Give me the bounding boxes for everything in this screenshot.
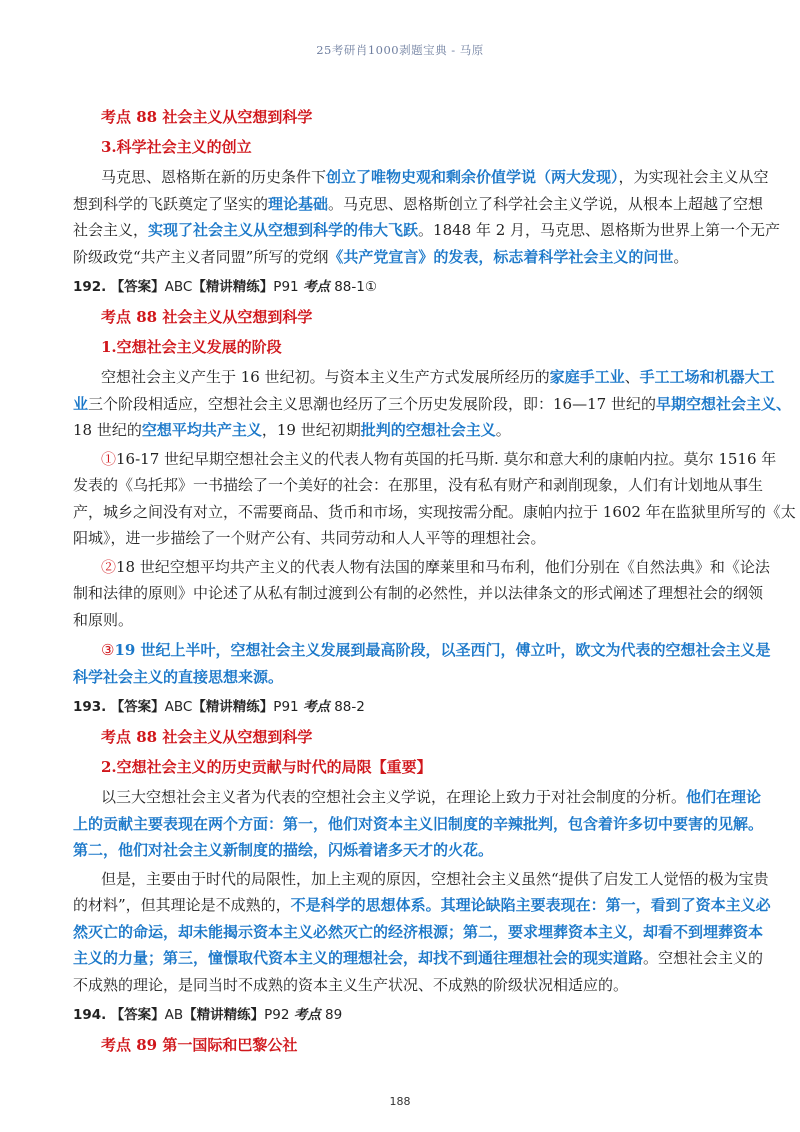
text: 三个阶段相适应，空想社会主义思潮也经历了三个历史发展阶段，即：16—17 世纪的 xyxy=(88,394,656,413)
text: 。1848 年 2 月，马克思、恩格斯为世界上第一个无产 xyxy=(418,221,781,239)
reference-label: 考点 xyxy=(302,699,330,715)
reference-point: 88-1① xyxy=(334,279,377,295)
topic-heading: 考点 88 社会主义从空想到科学 xyxy=(101,308,313,326)
answer-line xyxy=(73,274,729,300)
reference-page: P91 xyxy=(273,699,299,715)
circled-number: ③ xyxy=(101,641,115,659)
page-number: 188 xyxy=(389,1095,411,1108)
question-number: 192. xyxy=(73,279,107,295)
highlight-text: 19 世纪上半叶，空想社会主义发展到最高阶段，以圣西门，傅立叶，欧文为代表的空想社会主义是 xyxy=(114,641,771,659)
highlight-text: 家庭手工业 xyxy=(549,368,625,386)
text: 、 xyxy=(624,368,640,386)
paragraph xyxy=(73,164,781,270)
paragraph xyxy=(73,364,791,444)
highlight-text: 主义的力量；第三，憧憬取代资本主义的理想社会，却找不到通往理想社会的现实道路 xyxy=(73,949,644,967)
page-header: 25考研肖1000剥题宝典 - 马原 xyxy=(316,43,484,57)
reference-label: 考点 xyxy=(302,279,330,295)
reference-tag: 【精讲精练】 xyxy=(192,279,274,295)
circled-number: ① xyxy=(101,449,117,468)
text: ，为实现社会主义从空 xyxy=(618,168,769,186)
reference-point: 89 xyxy=(325,1007,343,1023)
topic-heading: 考点 88 社会主义从空想到科学 xyxy=(101,108,313,126)
text: 空想社会主义产生于 16 世纪初。与资本主义生产方式发展所经历的 xyxy=(101,368,550,386)
text: 发表的《乌托邦》一书描绘了一个美好的社会：在那里，没有私有财产和剥削现象，人们有计划地从事生 xyxy=(73,476,764,494)
page-content xyxy=(73,104,796,1062)
reference-page: P92 xyxy=(264,1007,290,1023)
highlight-text: 他们在理论 xyxy=(686,788,762,806)
text: 马克思、恩格斯在新的历史条件下 xyxy=(101,168,327,186)
highlight-text: 业 xyxy=(73,394,89,413)
text: 的材料”，但其理论是不成熟的， xyxy=(73,896,291,914)
question-number: 194. xyxy=(73,1007,107,1023)
section-subtitle: 3.科学社会主义的创立 xyxy=(101,138,252,156)
highlight-text: 创立了唯物史观和剩余价值学说（两大发现） xyxy=(326,168,619,186)
question-number: 193. xyxy=(73,699,107,715)
topic-heading: 考点 89 第一国际和巴黎公社 xyxy=(101,1036,298,1054)
paragraph xyxy=(73,784,764,864)
reference-label: 考点 xyxy=(293,1007,321,1023)
answer-line xyxy=(73,1002,729,1028)
reference-tag: 【精讲精练】 xyxy=(192,699,274,715)
answer-value: ABC xyxy=(164,279,193,295)
highlight-text: 然灭亡的命运，却未能揭示资本主义必然灭亡的经济根源；第二，要求埋葬资本主义，却看不到埋葬资本 xyxy=(73,922,764,941)
paragraph xyxy=(73,637,771,690)
text: 。 xyxy=(673,247,689,266)
paragraph xyxy=(73,554,770,634)
answer-value: ABC xyxy=(164,699,193,715)
circled-number: ② xyxy=(101,557,117,576)
topic-heading: 考点 88 社会主义从空想到科学 xyxy=(101,728,313,746)
text: 和原则。 xyxy=(73,610,134,629)
text: 制和法律的原则》中论述了从私有制过渡到公有制的必然性，并以法律条文的形式阐述了理想社会的纲领 xyxy=(73,584,764,602)
highlight-text: 手工工场和机器大工 xyxy=(639,368,775,386)
answer-tag: 【答案】 xyxy=(110,699,165,715)
text: 社会主义， xyxy=(73,221,149,239)
answer-tag: 【答案】 xyxy=(110,1007,165,1023)
text: 18 世纪空想平均共产主义的代表人物有法国的摩莱里和马布利，他们分别在《自然法典》和《论法 xyxy=(116,557,770,576)
answer-value: AB xyxy=(164,1007,184,1023)
text: 16-17 世纪早期空想社会主义的代表人物有英国的托马斯. 莫尔和意大利的康帕内拉。莫尔 1516 年 xyxy=(116,449,777,468)
highlight-text: 科学社会主义的直接思想来源。 xyxy=(73,667,284,686)
text: 以三大空想社会主义者为代表的空想社会主义学说，在理论上致力于对社会制度的分析。 xyxy=(101,788,687,806)
section-subtitle: 1.空想社会主义发展的阶段 xyxy=(101,338,282,356)
highlight-text: 第二，他们对社会主义新制度的描绘，闪烁着诸多天才的火花。 xyxy=(73,841,494,859)
answer-line xyxy=(73,694,729,720)
text: 产，城乡之间没有对立，不需要商品、货币和市场，实现按需分配。康帕内拉于 1602 年在监狱里所写的《太 xyxy=(73,502,796,521)
text: 但是，主要由于时代的局限性，加上主观的原因，空想社会主义虽然“提供了启发工人觉悟的极为宝贵 xyxy=(101,869,769,888)
reference-page: P91 xyxy=(273,279,299,295)
text: 想到科学的飞跃奠定了坚实的 xyxy=(73,194,269,213)
reference-point: 88-2 xyxy=(334,699,365,715)
highlight-text: 空想平均共产主义 xyxy=(141,421,262,439)
text: 阶级政党“共产主义者同盟”所写的党纲 xyxy=(73,247,329,266)
text: ，19 世纪初期 xyxy=(261,421,361,439)
text: 18 世纪的 xyxy=(73,421,142,439)
answer-tag: 【答案】 xyxy=(110,279,165,295)
section-subtitle: 2.空想社会主义的历史贡献与时代的局限【重要】 xyxy=(101,758,432,776)
highlight-text: 上的贡献主要表现在两个方面：第一，他们对资本主义旧制度的辛辣批判，包含着许多切中要害的见解。 xyxy=(73,814,764,833)
text: 。空想社会主义的 xyxy=(643,949,764,967)
highlight-text: 早期空想社会主义、 xyxy=(655,394,791,413)
highlight-text: 《共产党宣言》的发表，标志着科学社会主义的问世 xyxy=(328,247,674,266)
highlight-text: 实现了社会主义从空想到科学的伟大飞跃 xyxy=(148,221,419,239)
text: 不成熟的理论，是同当时不成熟的资本主义生产状况、不成熟的阶级状况相适应的。 xyxy=(73,975,629,994)
highlight-text: 理论基础 xyxy=(268,194,329,213)
paragraph xyxy=(73,446,796,552)
text: 。 xyxy=(495,421,511,439)
highlight-text: 不是科学的思想体系。其理论缺陷主要表现在：第一，看到了资本主义必 xyxy=(290,896,771,914)
paragraph xyxy=(73,866,771,999)
reference-tag: 【精讲精练】 xyxy=(183,1007,265,1023)
highlight-text: 批判的空想社会主义 xyxy=(360,421,496,439)
text: 阳城》，进一步描绘了一个财产公有、共同劳动和人人平等的理想社会。 xyxy=(73,529,546,547)
text: 。马克思、恩格斯创立了科学社会主义学说，从根本上超越了空想 xyxy=(328,194,764,213)
